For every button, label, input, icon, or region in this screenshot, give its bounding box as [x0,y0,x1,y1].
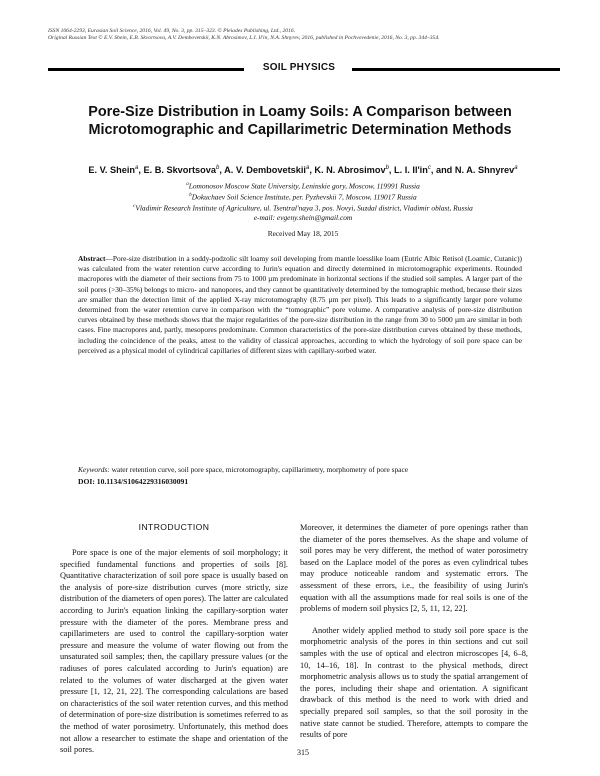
article-title: Pore-Size Distribution in Loamy Soils: A Comparison between Microtomographic and Capillarimetric Determination Methods [88,104,512,138]
author: K. N. Abrosimov$^b$ [314,165,389,176]
abstract-text: —Pore-size distribution in a soddy-podzolic silt loamy soil developing from mantle loesslike loam (Eutric Albic Retisol (Loamic, Cutanic)) was calculated from the water retention curve according to Jurin's equation and directly determined in microtomographic experiments. Rounded macropores with the diameter of their sections from 75 to 1000 µm predominate in horizontal sections if the studied soil samples. A larger part of the soil pores (>30–35%) belongs to micro- and nanopores, and they cannot be quantitatively determined by the tomographic method, because their sizes are smaller than the detection limit of the applied X-ray microtomography (8.75 µm per pixel). This leads to a significantly larger pore volume determined from the water retention curve in comparison with the “tomographic” pore volume. A comparative analysis of pore-size distribution curves obtained by these methods shows that the major regularities of the pore-size distribution in the range from 30 to 5000 µm are similar in both cases. Fine macropores and, partly, mesopores predominate. Common characteristics of the pore-size distribution curves obtained by these methods, including the coincidence of the peaks, attest to the validity of classical approaches, according to which the hydrology of soil pore space can be perceived as a physical model of cylindrical capillaries of different sizes with capillary-sorbed water. [78,254,522,355]
journal-header-line2: Original Russian Text © E.V. Shein, E.B. Skvortsova, A.V. Dembovetskii, K.N. Abrosimov, L.I. Il'in, N.A. Shnyrev, 2016, published in Pochvovedenie, 2016, No. 3, pp. 344–354. [48,35,440,41]
keywords-label: Keywords: [78,465,110,474]
keywords-text: water retention curve, soil pore space, microtomography, capillarimetry, morphometry of pore space [109,465,409,474]
section-label: SOIL PHYSICS [262,62,336,73]
section-rule-right [352,68,560,71]
affiliation: $^c$Vladimir Research Institute of Agriculture, ul. Tsentral'naya 3, pos. Novyi, Suzdal district, Vladimir oblast, Russia [133,203,473,213]
affiliation: $^b$Dokuchaev Soil Science Institute, per. Pyzhevskii 7, Moscow, 119017 Russia [189,192,417,202]
abstract [78,254,522,356]
author: A. V. Dembovetskii$^a$ [224,165,310,176]
paragraph: Moreover, it determines the diameter of pore openings rather than the diameter of the pores themselves. As the shape and volume of soil pores may be very different, the method of water porosimetry based on the Laplace model of the pores as even cylindrical tubes may produce noticeable random and systematic errors. The assessment of these errors, i.e., the feasibility of using Jurin's equation with all the assumptions made for real soils is one of the problems of modern soil physics [2, 5, 11, 12, 22]. [300,523,528,614]
received-date: Received May 18, 2015 [267,229,339,238]
journal-header-line1: ISSN 1064-2293, Eurasian Soil Science, 2016, Vol. 49, No. 3, pp. 315–323. © Pleiades Publishing, Ltd., 2016. [48,28,296,34]
paragraph: Another widely applied method to study soil pore space is the morphometric analysis of the pores in thin sections and cut soil samples with the use of optical and electron microscopes [4, 6–8, 10, 14–16, 18]. In contrast to the physical methods, direct morphometric analysis allows us to study the spatial arrangement of the pores, including their shape and orientation. A significant drawback of this method is the need to work with dried and specially prepared soil samples, so that the soil porosity in the native state cannot be studied. Therefore, attempts to compare the results of pore [300,625,528,740]
section-rule-left [48,68,244,71]
abstract-label: Abstract [78,254,106,263]
right-column [300,522,528,741]
doi: DOI: 10.1134/S1064229316030091 [78,477,189,486]
affiliation: $^a$Lomonosov Moscow State University, Leninskie gory, Moscow, 119991 Russia [186,181,420,191]
author: L. I. $Il'in^c$ [394,165,431,176]
paragraph: Pore space is one of the major elements of soil morphology; it specified fundamental functions and properties of soils [8]. Quantitative characterization of soil pore space is usually based on the analysis of pore-size distribution curves (more strictly, size distribution of the diameters of open pores). The latter are calculated according to Jurin's equation linking the capillary-sorption water pressure with the diameter of the pores. Membrane press and capillarimeters are used to control the capillary-sorption water pressure and measure the volume of water flowing out from the unsaturated soil samples; then, the capillary pressure values (or the radiuses of pores calculated according to Jurin's equation) are related to the volumes of water discharged at the given water pressure [1, 12, 21, 22]. The corresponding calculations are based on characteristics of the soil water retention curves, and this method of determination of pore-size distribution is sometimes referred to as the method of water porosimetry. Unfortunately, this method does not allow a researcher to estimate the shape and orientation of the soil pores. [60,548,288,755]
keywords [78,465,522,475]
author: E. B. Skvortsova$^b$ [143,165,220,176]
left-column [60,547,288,756]
author: N. A. Shnyrev$^a$ [454,165,518,176]
author: E. V. Shein$^a$ [88,165,139,176]
author-list: E. V. Shein$^a$, E. B. Skvortsova$^b$, A. V. Dembovetskii$^a$, K. N. Abrosimov$^b$, L. I. $Il'in^c$, and N. A. Shnyrev$^a$ [88,165,518,176]
affiliations [48,180,558,223]
journal-header [48,28,558,42]
section-heading-introduction: INTRODUCTION [138,522,210,532]
email-address: e-mail: evgeny.shein@gmail.com [253,213,353,223]
page-number: 315 [297,748,309,757]
